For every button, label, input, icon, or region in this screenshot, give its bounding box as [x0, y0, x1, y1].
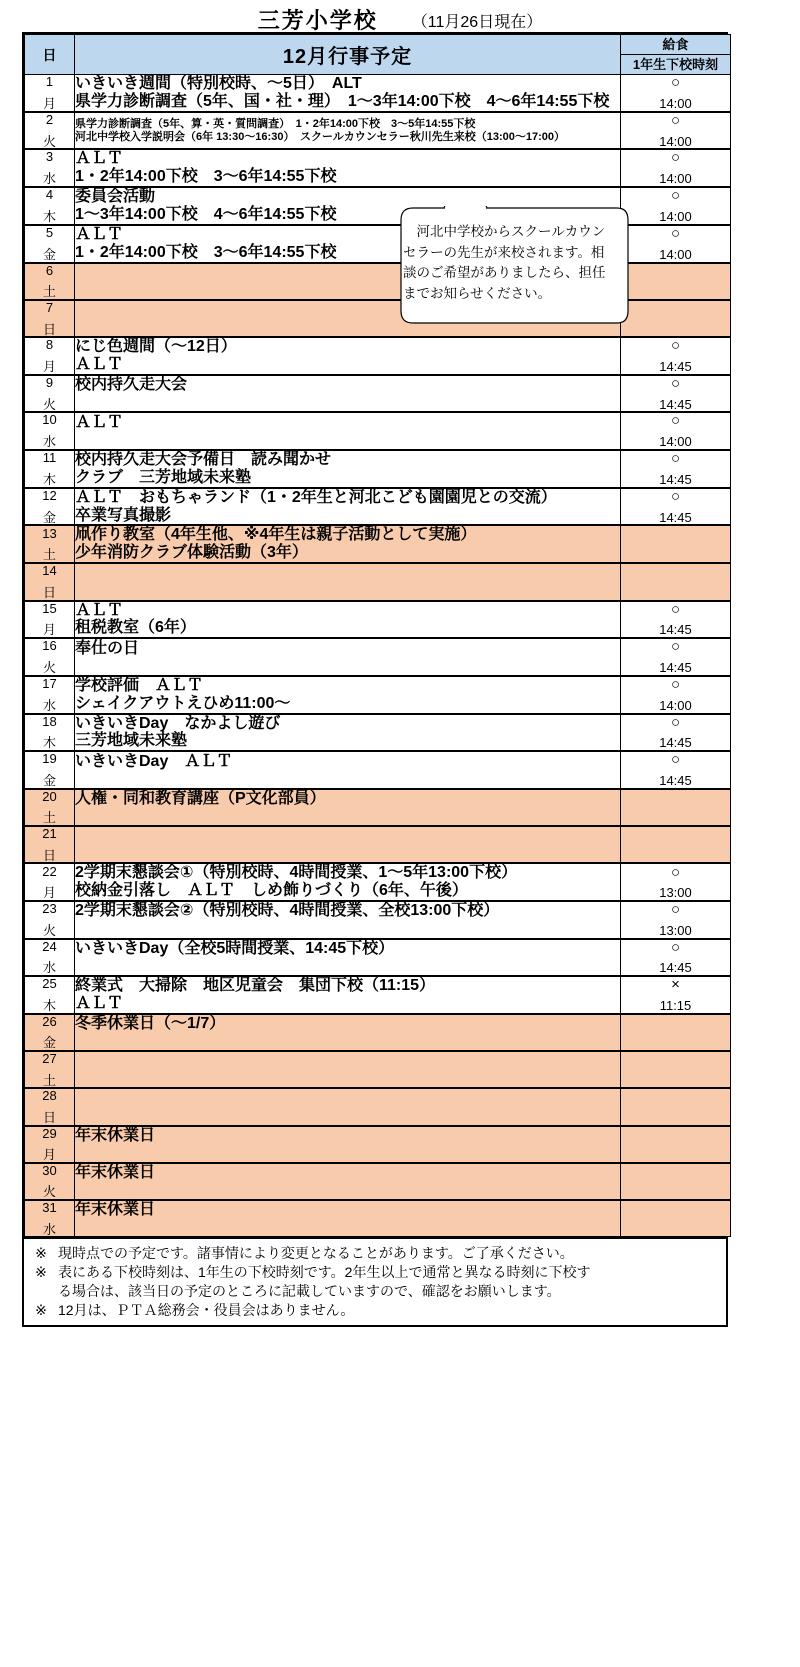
event-line-empty: [75, 828, 620, 845]
weekday-label: 日: [42, 1109, 56, 1125]
day-number: 7: [45, 299, 54, 315]
day-number: 5: [45, 225, 54, 241]
lunch-dismissal-cell: [621, 263, 731, 300]
weekday-label: 土: [42, 284, 56, 300]
event-line: いきいきDay なかよし遊び: [75, 714, 281, 732]
event-line: ＡＬＴ: [75, 601, 124, 619]
day-cell: [25, 601, 75, 639]
lunch-dismissal-cell: [621, 751, 731, 788]
day-number: 21: [42, 826, 57, 842]
weekday-label: 火: [42, 660, 56, 676]
event-line: 年末休業日: [75, 1126, 156, 1144]
event-line-empty: [75, 958, 620, 975]
lunch-dismissal-cell: [621, 863, 731, 901]
event-line-empty: [75, 657, 620, 674]
day-cell: [25, 714, 75, 752]
day-cell: [25, 676, 75, 714]
lunch-status-mark: ○: [670, 600, 681, 618]
lunch-status-mark: ○: [670, 938, 681, 956]
event-line: いきいきDay ＡＬＴ: [75, 752, 233, 770]
lunch-dismissal-cell: [621, 1051, 731, 1088]
weekday-label: 水: [42, 434, 56, 450]
weekday-label: 水: [42, 1221, 56, 1237]
lunch-dismissal-cell: [621, 412, 731, 449]
day-number: 3: [45, 149, 54, 165]
weekday-label: 木: [42, 208, 56, 224]
event-cell: [75, 375, 621, 412]
day-cell: [25, 488, 75, 526]
weekday-label: 火: [42, 922, 56, 938]
lunch-dismissal-cell: [621, 638, 731, 675]
table-row: [25, 112, 731, 149]
document-title-bar: [0, 0, 800, 32]
day-number: 12: [42, 487, 57, 503]
day-number: 13: [42, 525, 57, 541]
lunch-status-mark: ○: [670, 901, 681, 919]
event-line: 冬季休業日（〜1/7）: [75, 1014, 226, 1032]
day-cell: [25, 901, 75, 938]
event-line: 年末休業日: [75, 1201, 156, 1219]
event-line: にじ色週間（〜12日）: [75, 338, 237, 356]
day-cell: [25, 939, 75, 976]
event-line: 終業式 大掃除 地区児童会 集団下校（11:15）: [75, 976, 436, 994]
day-number: 19: [42, 751, 57, 767]
weekday-label: 木: [42, 735, 56, 751]
day-cell: [25, 1200, 75, 1237]
day-cell: [25, 375, 75, 412]
day-cell: [25, 1163, 75, 1200]
day-number: 18: [42, 713, 57, 729]
day-number: 23: [42, 901, 57, 917]
day-cell: [25, 187, 75, 225]
note-mark-icon: ※: [35, 1301, 47, 1318]
table-row: [25, 375, 731, 412]
event-cell: [75, 1163, 621, 1200]
event-cell: [75, 337, 621, 375]
event-line: 租税教室（6年）: [75, 619, 196, 637]
day-cell: [25, 789, 75, 826]
dismissal-time: 14:00: [659, 133, 692, 149]
table-row: [25, 939, 731, 976]
lunch-status-mark: ○: [670, 187, 681, 205]
lunch-dismissal-cell: [621, 112, 731, 149]
lunch-status-mark: ○: [670, 450, 681, 467]
day-number: 22: [42, 863, 57, 879]
weekday-label: 火: [42, 133, 56, 149]
lunch-dismissal-cell: [621, 676, 731, 714]
event-line-empty: [75, 1145, 620, 1162]
weekday-label: 水: [42, 171, 56, 187]
event-line-empty: [75, 845, 620, 862]
event-cell: [75, 563, 621, 600]
dismissal-time: 14:00: [659, 434, 692, 450]
dismissal-time: 14:45: [659, 735, 692, 751]
event-cell: [75, 1051, 621, 1088]
event-line: 凧作り教室（4年生他、※4年生は親子活動として実施）: [75, 526, 477, 544]
weekday-label: 月: [42, 885, 56, 901]
event-line: ＡＬＴ: [75, 413, 124, 431]
table-row: [25, 638, 731, 675]
day-cell: [25, 263, 75, 300]
table-row: [25, 563, 731, 600]
dismissal-time: 13:00: [659, 885, 692, 901]
dismissal-time: 14:45: [659, 396, 692, 412]
event-cell: [75, 412, 621, 449]
event-cell: [75, 863, 621, 901]
weekday-label: 金: [42, 509, 56, 525]
dismissal-time: 14:00: [659, 95, 692, 111]
header-day-column: 日: [25, 35, 75, 75]
table-row: [25, 863, 731, 901]
lunch-dismissal-cell: [621, 563, 731, 600]
note-item: [24, 1301, 726, 1320]
event-cell: [75, 976, 621, 1014]
note-item: [24, 1244, 726, 1263]
event-line: いきいきDay（全校5時間授業、14:45下校）: [75, 939, 395, 957]
event-cell: [75, 112, 621, 149]
table-row: [25, 601, 731, 639]
table-row: [25, 901, 731, 938]
event-line: 校内持久走大会予備日 読み聞かせ: [75, 450, 332, 468]
event-line: 県学力診断調査（5年、国・社・理） 1〜3年14:00下校 4〜6年14:55下校: [75, 92, 610, 110]
header-lunch-label: 給食: [621, 35, 731, 55]
lunch-status-mark: ×: [671, 976, 680, 994]
weekday-label: 水: [42, 960, 56, 976]
weekday-label: 火: [42, 1184, 56, 1200]
lunch-dismissal-cell: [621, 714, 731, 752]
weekday-label: 火: [42, 396, 56, 412]
day-cell: [25, 337, 75, 375]
weekday-label: 日: [42, 321, 56, 337]
day-number: 15: [42, 600, 57, 616]
note-item: [24, 1263, 726, 1282]
table-row: [25, 488, 731, 526]
event-cell: [75, 525, 621, 563]
day-number: 29: [42, 1125, 57, 1141]
lunch-dismissal-cell: [621, 337, 731, 375]
lunch-status-mark: ○: [670, 74, 681, 92]
event-cell: [75, 714, 621, 752]
table-row: [25, 826, 731, 863]
table-row: [25, 337, 731, 375]
event-cell: [75, 488, 621, 526]
weekday-label: 日: [42, 847, 56, 863]
lunch-dismissal-cell: [621, 375, 731, 412]
day-cell: [25, 1088, 75, 1125]
note-text-1: 現時点での予定です。諸事情により変更となることがあります。ご了承ください。: [58, 1245, 574, 1262]
day-cell: [25, 412, 75, 449]
event-line: 奉仕の日: [75, 639, 140, 657]
event-line-empty: [75, 394, 620, 411]
day-cell: [25, 563, 75, 600]
dismissal-time: 14:45: [659, 471, 692, 487]
lunch-dismissal-cell: [621, 225, 731, 263]
table-row: [25, 1014, 731, 1051]
day-cell: [25, 225, 75, 263]
event-line: 1〜3年14:00下校 4〜6年14:55下校: [75, 205, 337, 223]
event-cell: [75, 901, 621, 938]
day-number: 20: [42, 788, 57, 804]
weekday-label: 金: [42, 246, 56, 262]
note-text-2-continued: る場合は、該当日の予定のところに記載していますので、確認をお願いします。: [58, 1282, 561, 1299]
event-line: 少年消防クラブ体験活動（3年）: [75, 544, 308, 562]
day-number: 1: [45, 74, 54, 90]
day-number: 9: [45, 375, 54, 391]
dismissal-time: 14:45: [659, 773, 692, 789]
event-cell: [75, 1088, 621, 1125]
day-number: 24: [42, 938, 57, 954]
event-cell: [75, 1014, 621, 1051]
day-number: 30: [42, 1162, 57, 1178]
notes-block: [24, 1237, 726, 1325]
lunch-dismissal-cell: [621, 1200, 731, 1237]
dismissal-time: 14:45: [659, 660, 692, 676]
event-line: 2学期末懇談会①（特別校時、4時間授業、1〜5年13:00下校）: [75, 864, 518, 882]
lunch-status-mark: ○: [670, 375, 681, 393]
table-row: [25, 149, 731, 187]
counselor-callout-bubble: [389, 206, 629, 325]
lunch-status-mark: ○: [670, 111, 681, 129]
event-line: 校内持久走大会: [75, 376, 188, 394]
weekday-label: 土: [42, 547, 56, 563]
event-line: 1・2年14:00下校 3〜6年14:55下校: [75, 168, 337, 186]
weekday-label: 金: [42, 1035, 56, 1051]
lunch-dismissal-cell: [621, 826, 731, 863]
day-cell: [25, 751, 75, 788]
lunch-dismissal-cell: [621, 450, 731, 488]
event-line-empty: [75, 1053, 620, 1070]
day-number: 31: [42, 1200, 57, 1216]
table-row: [25, 714, 731, 752]
table-row: [25, 1126, 731, 1163]
dismissal-time: 14:45: [659, 622, 692, 638]
lunch-status-mark: ○: [670, 863, 681, 881]
event-line: 2学期末懇談会②（特別校時、4時間授業、全校13:00下校）: [75, 902, 500, 920]
table-row: [25, 1163, 731, 1200]
weekday-label: 土: [42, 1072, 56, 1088]
day-cell: [25, 149, 75, 187]
day-number: 2: [45, 111, 54, 127]
event-line: クラブ 三芳地域未来塾: [75, 468, 252, 486]
lunch-status-mark: ○: [670, 337, 681, 355]
day-number: 26: [42, 1013, 57, 1029]
table-row: [25, 1051, 731, 1088]
lunch-dismissal-cell: [621, 976, 731, 1014]
lunch-status-mark: ○: [670, 225, 681, 243]
day-cell: [25, 638, 75, 675]
note-text-3: 12月は、ＰＴＡ総務会・役員会はありません。: [58, 1301, 355, 1318]
weekday-label: 水: [42, 697, 56, 713]
lunch-dismissal-cell: [621, 75, 731, 112]
event-cell: [75, 939, 621, 976]
table-row: [25, 789, 731, 826]
school-name: 三芳小学校: [257, 8, 378, 33]
lunch-status-mark: ○: [670, 675, 681, 693]
day-cell: [25, 976, 75, 1014]
lunch-dismissal-cell: [621, 488, 731, 526]
weekday-label: 木: [42, 471, 56, 487]
event-line: 河北中学校入学説明会（6年 13:30〜16:30） スクールカウンセラー秋川先生来校（13:00〜17:00）: [75, 130, 565, 143]
day-number: 6: [45, 262, 54, 278]
weekday-label: 月: [42, 359, 56, 375]
note-mark-icon: ※: [35, 1245, 47, 1262]
lunch-status-mark: ○: [670, 751, 681, 769]
day-cell: [25, 300, 75, 337]
table-row: [25, 1200, 731, 1237]
header-dismissal-time-label: 1年生下校時刻: [621, 55, 731, 75]
lunch-dismissal-cell: [621, 1126, 731, 1163]
event-line: 1・2年14:00下校 3〜6年14:55下校: [75, 243, 337, 261]
event-line-empty: [75, 565, 620, 582]
event-line-empty: [75, 1070, 620, 1087]
lunch-dismissal-cell: [621, 149, 731, 187]
note-text-2: 表にある下校時刻は、1年生の下校時刻です。2年生以上で通常と異なる時刻に下校す: [58, 1264, 591, 1281]
lunch-status-mark: ○: [670, 149, 681, 167]
dismissal-time: 14:00: [659, 208, 692, 224]
lunch-dismissal-cell: [621, 939, 731, 976]
header-event-column: 12月行事予定: [75, 35, 621, 75]
dismissal-time: 13:00: [659, 922, 692, 938]
event-cell: [75, 75, 621, 112]
day-number: 16: [42, 638, 57, 654]
event-cell: [75, 1200, 621, 1237]
dismissal-time: 14:45: [659, 509, 692, 525]
table-row: [25, 75, 731, 112]
weekday-label: 日: [42, 584, 56, 600]
dismissal-time: 14:45: [659, 359, 692, 375]
table-row: [25, 525, 731, 563]
lunch-dismissal-cell: [621, 789, 731, 826]
event-line-empty: [75, 770, 620, 787]
event-line: 県学力診断調査（5年、算・英・質問調査） 1・2年14:00下校 3〜5年14:55下校: [75, 118, 476, 131]
event-line-empty: [75, 432, 620, 449]
event-cell: [75, 676, 621, 714]
day-cell: [25, 112, 75, 149]
day-cell: [25, 1051, 75, 1088]
lunch-dismissal-cell: [621, 187, 731, 225]
day-cell: [25, 525, 75, 563]
lunch-status-mark: ○: [670, 412, 681, 430]
lunch-dismissal-cell: [621, 1014, 731, 1051]
table-row: [25, 751, 731, 788]
event-line-empty: [75, 1219, 620, 1236]
lunch-dismissal-cell: [621, 525, 731, 563]
lunch-status-mark: ○: [670, 638, 681, 656]
day-cell: [25, 826, 75, 863]
table-row: [25, 676, 731, 714]
event-line: 委員会活動: [75, 188, 156, 206]
day-number: 27: [42, 1050, 57, 1066]
day-cell: [25, 1126, 75, 1163]
table-row: [25, 1088, 731, 1125]
event-cell: [75, 450, 621, 488]
event-line: ＡＬＴ: [75, 225, 124, 243]
table-row: [25, 976, 731, 1014]
day-number: 25: [42, 976, 57, 992]
event-line-empty: [75, 1033, 620, 1050]
lunch-dismissal-cell: [621, 1088, 731, 1125]
dismissal-time: 11:15: [659, 997, 692, 1013]
lunch-dismissal-cell: [621, 1163, 731, 1200]
day-number: 4: [45, 187, 54, 203]
day-number: 28: [42, 1088, 57, 1104]
event-cell: [75, 751, 621, 788]
event-cell: [75, 638, 621, 675]
event-line-empty: [75, 1090, 620, 1107]
dismissal-time: 14:45: [659, 960, 692, 976]
note-mark-icon: ※: [35, 1264, 47, 1281]
day-cell: [25, 450, 75, 488]
table-header: [25, 35, 731, 75]
event-line: 人権・同和教育講座（P文化部員）: [75, 789, 326, 807]
lunch-dismissal-cell: [621, 601, 731, 639]
weekday-label: 月: [42, 95, 56, 111]
callout-text: [403, 222, 617, 304]
day-cell: [25, 863, 75, 901]
event-line: シェイクアウトえひめ11:00〜: [75, 694, 291, 712]
day-number: 10: [42, 412, 57, 428]
event-cell: [75, 789, 621, 826]
lunch-dismissal-cell: [621, 300, 731, 337]
event-line: 学校評価 ＡＬＴ: [75, 676, 204, 694]
event-line-empty: [75, 1182, 620, 1199]
event-cell: [75, 1126, 621, 1163]
weekday-label: 月: [42, 622, 56, 638]
day-number: 14: [42, 563, 57, 579]
event-cell: [75, 826, 621, 863]
as-of-date: （11月26日現在）: [411, 14, 543, 31]
event-cell: [75, 601, 621, 639]
event-line: ＡＬＴ おもちゃランド（1・2年生と河北こども園園児との交流）: [75, 488, 557, 506]
event-line: 校納金引落し ＡＬＴ しめ飾りづくり（6年、午後）: [75, 882, 468, 900]
day-number: 8: [45, 337, 54, 353]
event-line: ＡＬＴ: [75, 150, 124, 168]
callout-paragraph: 河北中学校からスクールカウンセラーの先生が来校されます。相談のご希望がありましたら、担任までお知らせください。: [403, 224, 606, 301]
event-line: 年末休業日: [75, 1164, 156, 1182]
event-line-empty: [75, 808, 620, 825]
dismissal-time: 14:00: [659, 697, 692, 713]
weekday-label: 土: [42, 810, 56, 826]
dismissal-time: 14:00: [659, 246, 692, 262]
event-cell: [75, 149, 621, 187]
dismissal-time: 14:00: [659, 171, 692, 187]
event-line-empty: [75, 582, 620, 599]
table-row: [25, 450, 731, 488]
event-line: ＡＬＴ: [75, 994, 124, 1012]
weekday-label: 金: [42, 773, 56, 789]
day-number: 11: [42, 450, 57, 466]
event-line: 卒業写真撮影: [75, 506, 172, 524]
event-line: ＡＬＴ: [75, 356, 124, 374]
weekday-label: 月: [42, 1147, 56, 1163]
event-line: 三芳地域未来塾: [75, 732, 188, 750]
day-cell: [25, 75, 75, 112]
event-line-empty: [75, 920, 620, 937]
event-line: いきいき週間（特別校時、〜5日） ALT: [75, 75, 362, 92]
day-cell: [25, 1014, 75, 1051]
lunch-dismissal-cell: [621, 901, 731, 938]
lunch-status-mark: ○: [670, 487, 681, 505]
day-number: 17: [42, 675, 57, 691]
table-row: [25, 412, 731, 449]
weekday-label: 木: [42, 997, 56, 1013]
event-line-empty: [75, 1107, 620, 1124]
lunch-status-mark: ○: [670, 713, 681, 731]
